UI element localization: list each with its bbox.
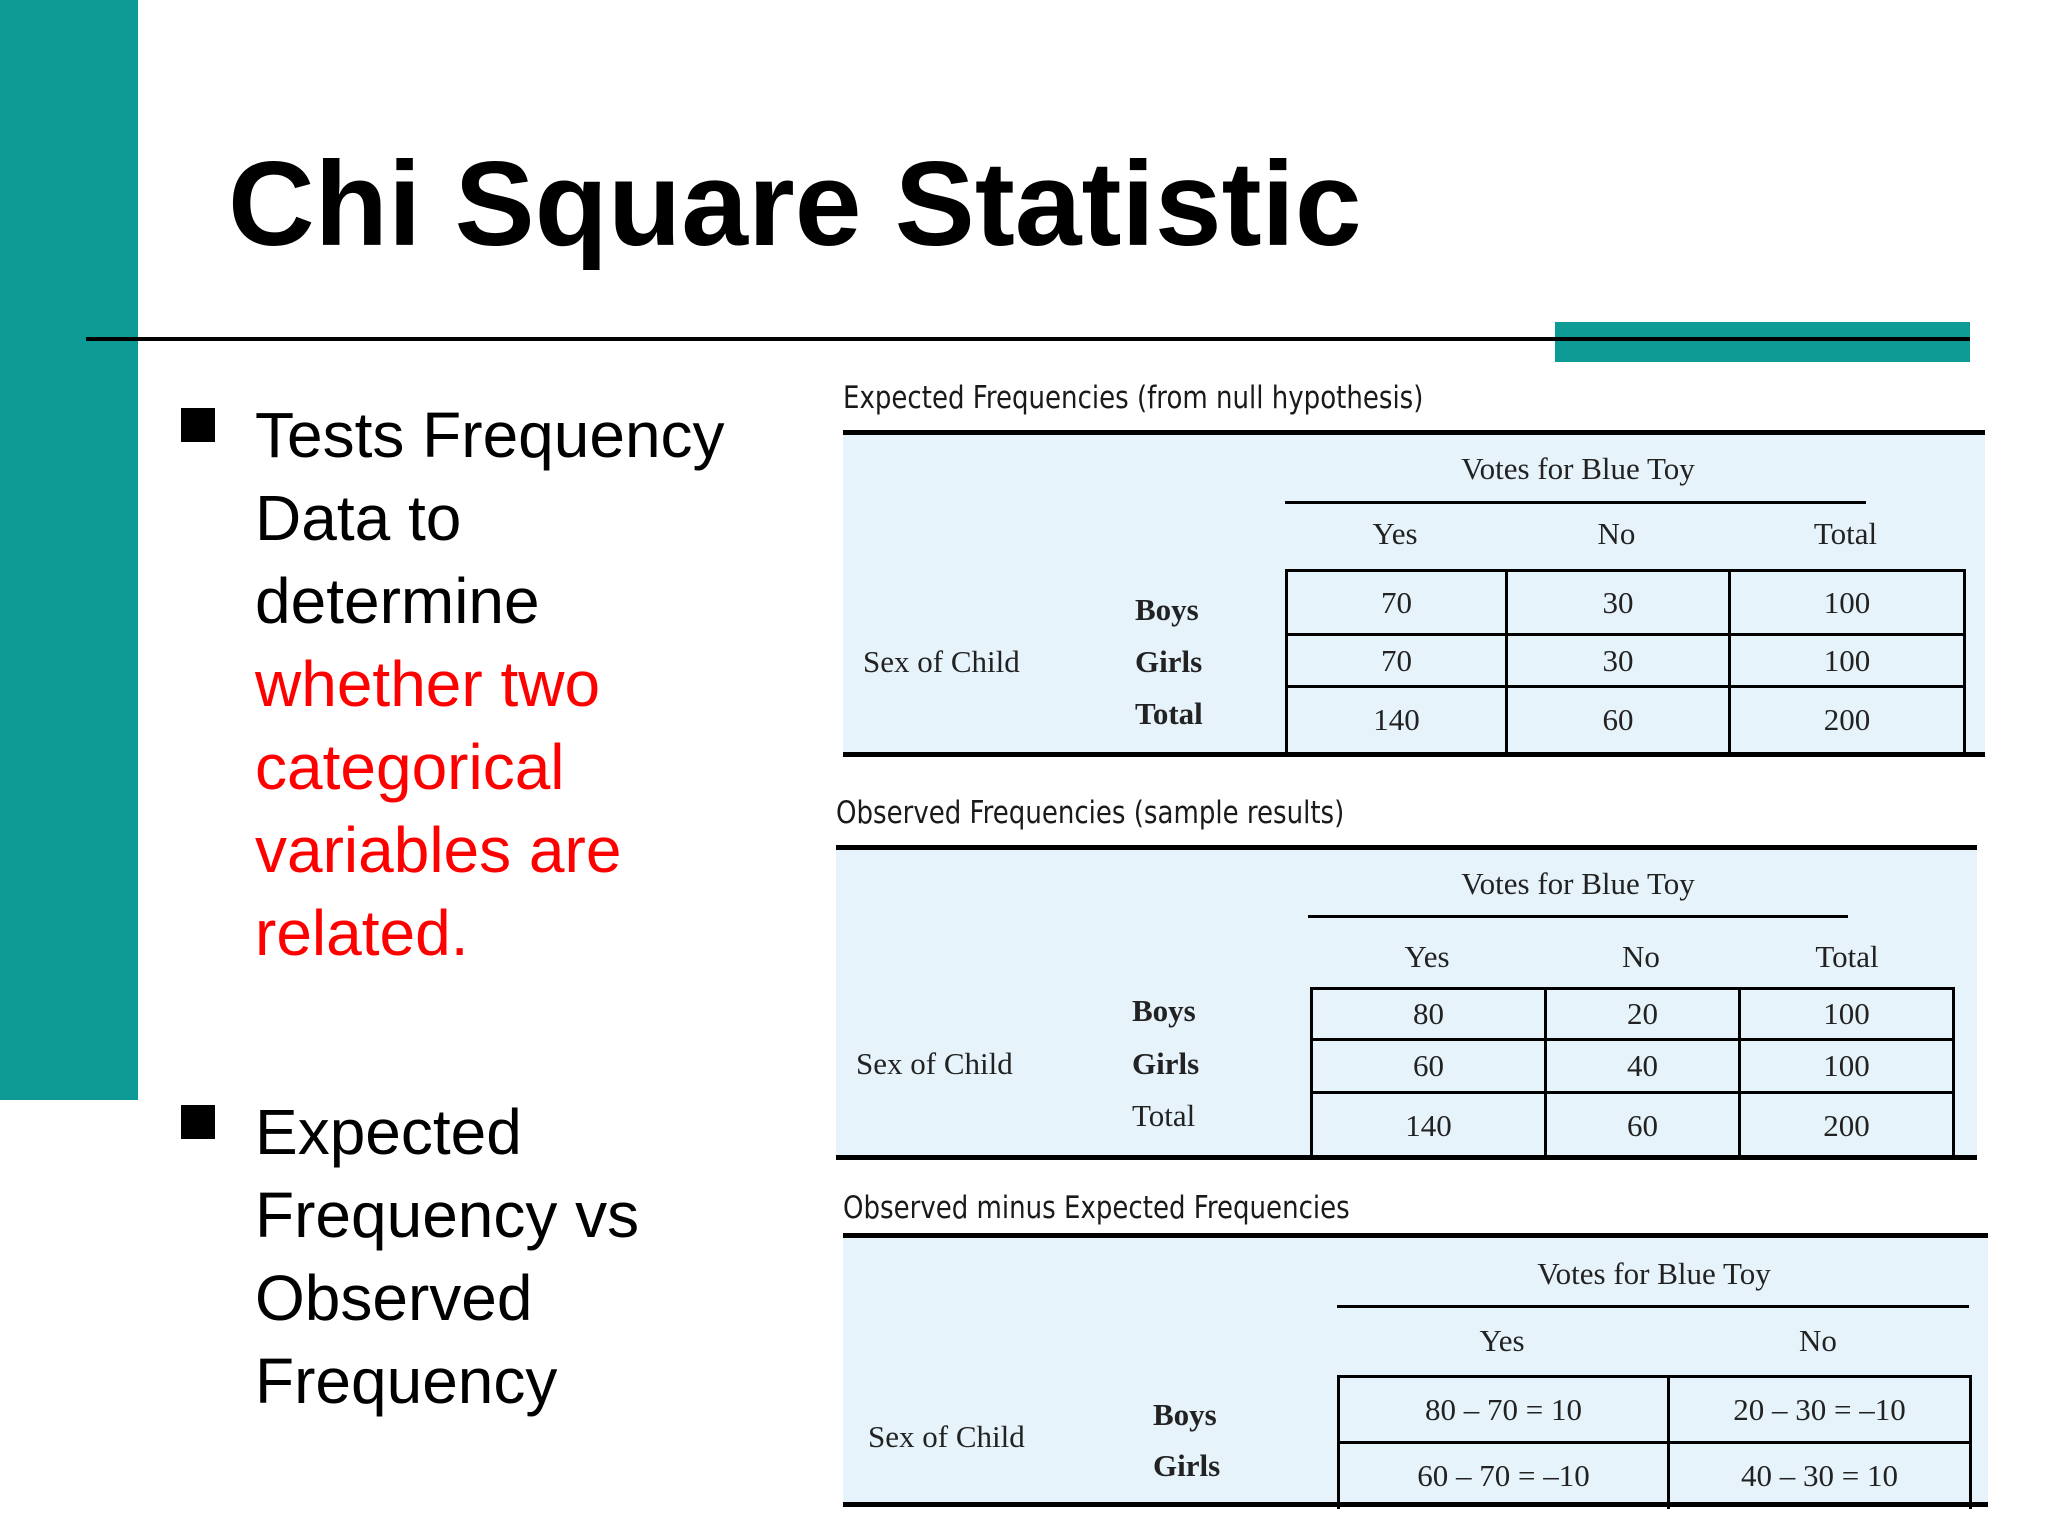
observed-grid	[1310, 987, 1955, 1158]
row-label-boys: Boys	[1153, 1397, 1217, 1432]
table-cell: 20	[1546, 989, 1740, 1040]
bullet-marker	[181, 408, 215, 442]
row-label-total: Total	[1135, 696, 1203, 731]
slide-title: Chi Square Statistic	[228, 137, 1362, 271]
bullet-line-highlight: related.	[255, 897, 469, 969]
table-row	[1287, 635, 1965, 687]
column-header-yes: Yes	[1372, 516, 1418, 551]
bullet-line: Frequency vs	[255, 1179, 640, 1251]
bullet-text-1	[255, 394, 815, 975]
teal-accent-bar	[1555, 322, 1970, 362]
column-header-yes: Yes	[1404, 939, 1450, 974]
row-label-girls: Girls	[1153, 1448, 1221, 1483]
row-group-label: Sex of Child	[856, 1046, 1013, 1081]
bullet-line: Expected	[255, 1096, 522, 1168]
column-header-total: Total	[1815, 939, 1879, 974]
title-rule	[86, 337, 1970, 341]
teal-side-bar	[0, 0, 138, 1100]
row-label-girls: Girls	[1132, 1046, 1200, 1081]
table-cell: 60 – 70 = –10	[1339, 1443, 1669, 1509]
bullet-line: Tests Frequency	[255, 399, 725, 471]
group-rule	[1285, 501, 1866, 504]
table-row	[1287, 571, 1965, 635]
table-cell: 140	[1312, 1093, 1546, 1158]
table-cell: 70	[1287, 571, 1507, 635]
table-row	[1339, 1443, 1971, 1509]
table-cell: 200	[1740, 1093, 1954, 1158]
group-header: Votes for Blue Toy	[1537, 1256, 1771, 1291]
bullet-marker	[181, 1105, 215, 1139]
difference-grid	[1337, 1375, 1972, 1509]
column-header-no: No	[1622, 939, 1660, 974]
table-row	[1287, 687, 1965, 752]
column-header-no: No	[1597, 516, 1636, 551]
expected-table-caption: Expected Frequencies (from null hypothesis)	[843, 380, 1424, 416]
difference-table	[843, 1233, 1988, 1507]
table-cell: 200	[1730, 687, 1965, 752]
bullet-line: Frequency	[255, 1345, 558, 1417]
table-row	[1312, 1093, 1954, 1158]
bullet-line-highlight: categorical	[255, 731, 565, 803]
table-cell: 40	[1546, 1040, 1740, 1093]
bullet-line-highlight: variables are	[255, 814, 622, 886]
bullet-line-highlight: whether two	[255, 648, 601, 720]
column-header-yes: Yes	[1479, 1323, 1525, 1358]
row-label-total: Total	[1132, 1098, 1196, 1133]
expected-table	[843, 430, 1985, 757]
table-cell: 100	[1740, 1040, 1954, 1093]
table-cell: 60	[1312, 1040, 1546, 1093]
table-cell: 60	[1546, 1093, 1740, 1158]
observed-table-caption: Observed Frequencies (sample results)	[836, 795, 1345, 831]
table-cell: 30	[1507, 635, 1730, 687]
table-cell: 140	[1287, 687, 1507, 752]
bullet-line: Data to	[255, 482, 462, 554]
group-header: Votes for Blue Toy	[1461, 451, 1695, 486]
table-cell: 100	[1730, 571, 1965, 635]
row-label-boys: Boys	[1132, 993, 1196, 1028]
table-cell: 70	[1287, 635, 1507, 687]
table-cell: 80	[1312, 989, 1546, 1040]
expected-grid	[1285, 569, 1966, 752]
table-cell: 40 – 30 = 10	[1669, 1443, 1971, 1509]
bullet-line: Observed	[255, 1262, 533, 1334]
table-cell: 100	[1740, 989, 1954, 1040]
table-row	[1312, 1040, 1954, 1093]
row-group-label: Sex of Child	[868, 1419, 1025, 1454]
row-label-boys: Boys	[1135, 592, 1199, 627]
group-header: Votes for Blue Toy	[1461, 866, 1695, 901]
column-header-total: Total	[1813, 516, 1878, 551]
table-cell: 100	[1730, 635, 1965, 687]
table-row	[1339, 1377, 1971, 1443]
table-cell: 80 – 70 = 10	[1339, 1377, 1669, 1443]
difference-table-caption: Observed minus Expected Frequencies	[843, 1190, 1350, 1226]
row-group-label: Sex of Child	[863, 644, 1020, 679]
row-label-girls: Girls	[1135, 644, 1203, 679]
observed-table	[836, 845, 1977, 1160]
table-cell: 60	[1507, 687, 1730, 752]
table-row	[1312, 989, 1954, 1040]
group-rule	[1337, 1305, 1969, 1308]
bullet-text-2	[255, 1091, 815, 1423]
table-cell: 30	[1507, 571, 1730, 635]
column-header-no: No	[1799, 1323, 1837, 1358]
group-rule	[1308, 915, 1848, 918]
table-cell: 20 – 30 = –10	[1669, 1377, 1971, 1443]
bullet-line: determine	[255, 565, 540, 637]
